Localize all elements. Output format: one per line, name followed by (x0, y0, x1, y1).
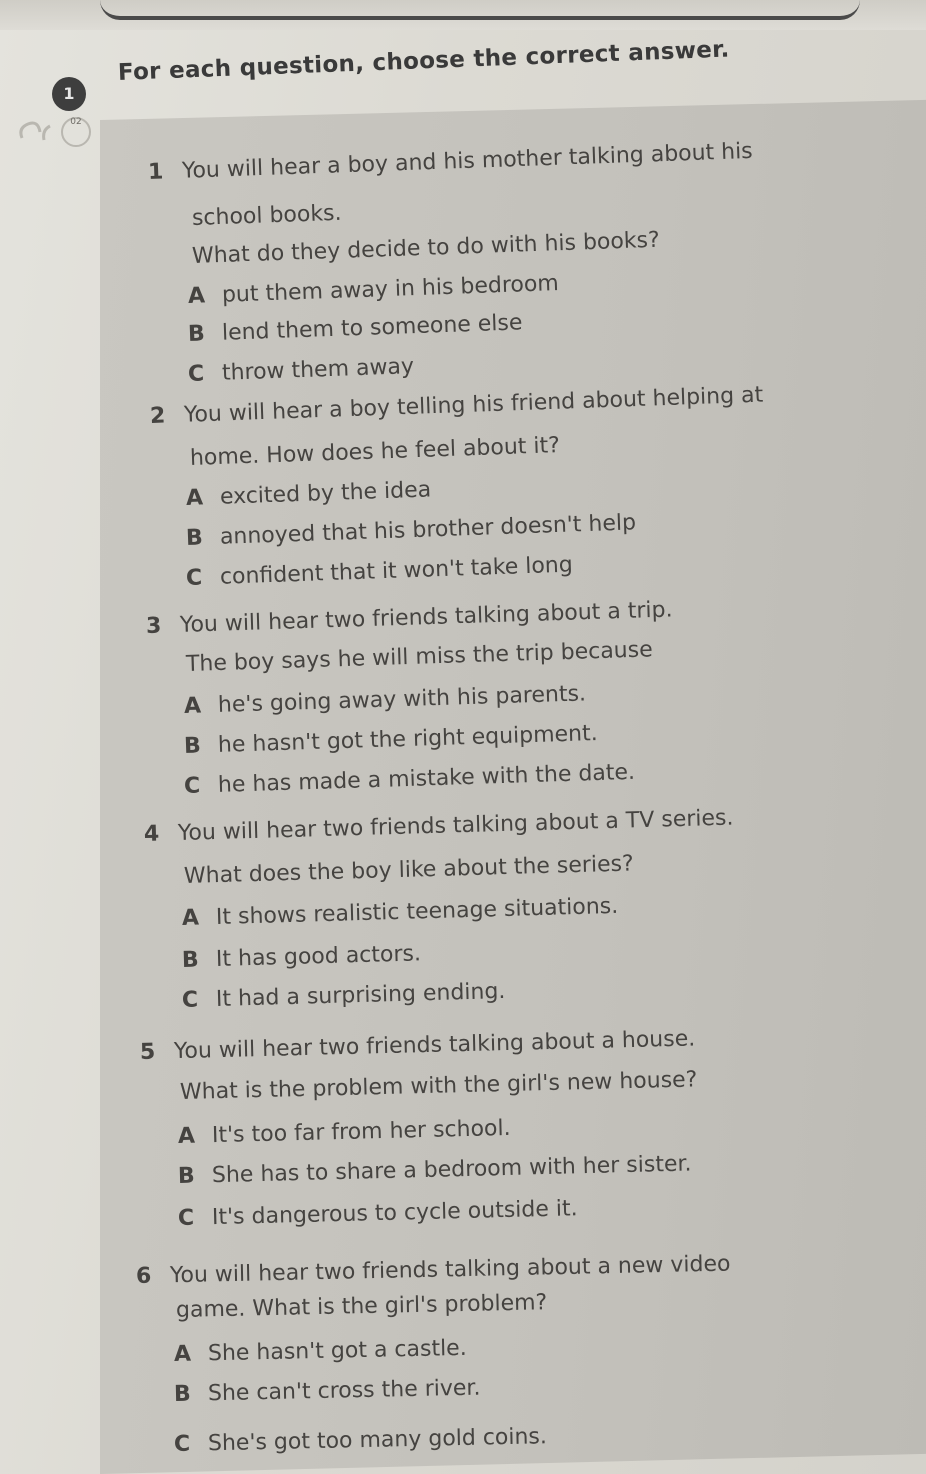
question-1-option-b: B lend them to someone else (187, 310, 523, 347)
audio-wave-left (21, 123, 40, 138)
question-1-prompt-line-1: 1 You will hear a boy and his mother talking about his (147, 138, 754, 185)
question-4-prompt-line-1: 4 You will hear two friends talking about a TV series. (143, 805, 734, 847)
question-6-option-a: A She hasn't got a castle. (173, 1335, 467, 1367)
question-5-number: 5 (139, 1039, 156, 1065)
question-3-prompt-line-1: 3 You will hear two friends talking about a trip. (145, 597, 673, 639)
question-1-option-c: C throw them away (187, 354, 415, 387)
exercise-instruction: For each question, choose the correct answer. (117, 36, 731, 86)
question-4-prompt-line-2: What does the boy like about the series? (183, 851, 635, 889)
question-5-option-c: C It's dangerous to cycle outside it. (177, 1196, 578, 1231)
question-3-option-b: B he hasn't got the right equipment. (183, 721, 599, 759)
audio-track-number: 02 (70, 117, 82, 127)
question-3-option-a: A he's going away with his parents. (183, 681, 587, 719)
question-6-prompt-line-2: game. What is the girl's problem? (175, 1290, 548, 1323)
question-1-prompt-line-3: What do they decide to do with his books? (191, 227, 661, 269)
audio-track-icon (14, 108, 104, 158)
question-1-option-a: A put them away in his bedroom (187, 271, 560, 309)
question-6-prompt-line-1: 6 You will hear two friends talking about a new video (135, 1251, 731, 1289)
question-6-option-c: C She's got too many gold coins. (173, 1424, 548, 1457)
question-3-option-c: C he has made a mistake with the date. (183, 759, 636, 799)
question-2-option-b: B annoyed that his brother doesn't help (185, 510, 637, 551)
question-2-option-a: A excited by the idea (185, 477, 432, 511)
question-3-prompt-line-2: The boy says he will miss the trip because (185, 637, 654, 677)
question-6-option-b: B She can't cross the river. (173, 1375, 481, 1407)
question-2-number: 2 (149, 403, 166, 429)
question-2-prompt-line-2: home. How does he feel about it? (189, 433, 561, 471)
audio-wave-mid (44, 126, 50, 140)
question-2-option-c: C confident that it won't take long (185, 552, 574, 591)
question-4-number: 4 (143, 821, 160, 847)
question-5-option-b: B She has to share a bedroom with her sister. (177, 1151, 692, 1189)
question-2-prompt-line-1: 2 You will hear a boy telling his friend about helping at (149, 382, 764, 429)
question-4-option-a: A It shows realistic teenage situations. (181, 893, 619, 931)
question-5-prompt-line-2: What is the problem with the girl's new house? (179, 1067, 698, 1105)
question-4-option-b: B It has good actors. (181, 941, 422, 973)
exercise-number-badge: 1 (52, 77, 86, 111)
question-1-prompt-line-2: school books. (191, 200, 342, 231)
question-6-number: 6 (135, 1263, 152, 1289)
page-top-rule (100, 0, 860, 20)
question-5-option-a: A It's too far from her school. (177, 1115, 511, 1149)
question-1-number: 1 (147, 159, 164, 185)
question-5-prompt-line-1: 5 You will hear two friends talking about a house. (139, 1026, 696, 1065)
question-3-number: 3 (145, 613, 162, 639)
question-4-option-c: C It had a surprising ending. (181, 978, 506, 1013)
